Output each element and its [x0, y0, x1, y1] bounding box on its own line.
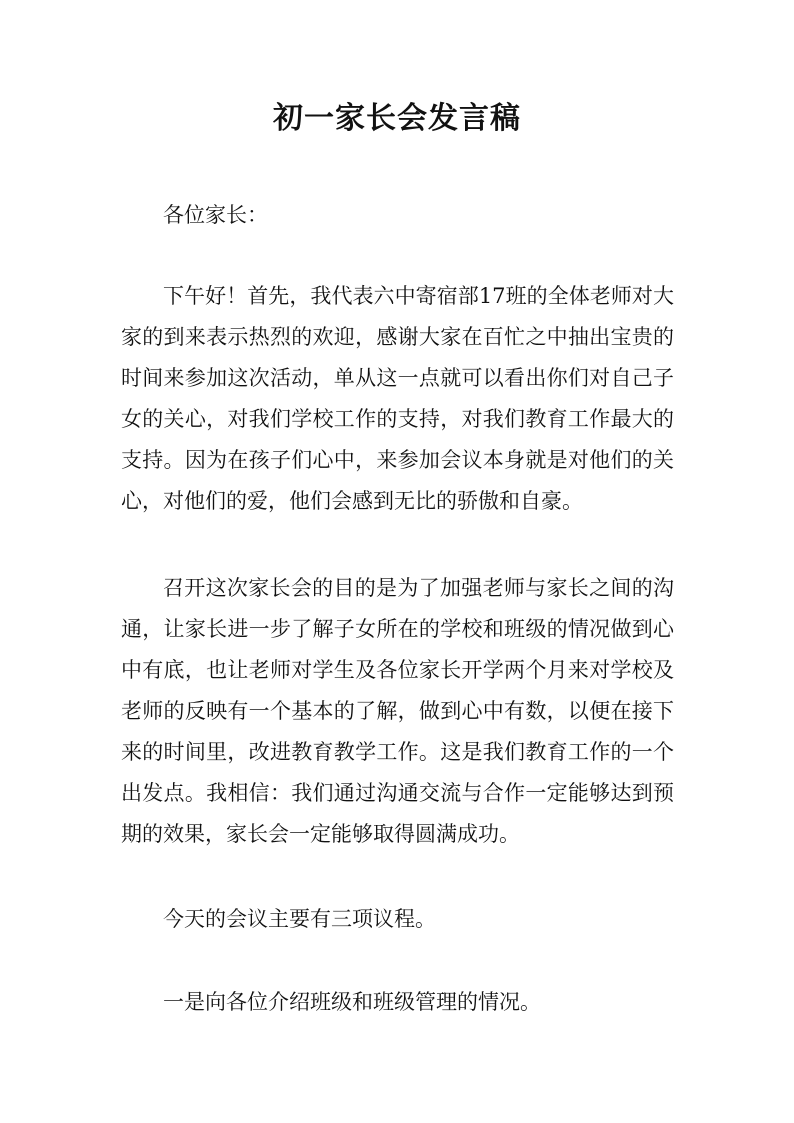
body-paragraph-welcome: 下午好！首先，我代表六中寄宿部17班的全体老师对大家的到来表示热烈的欢迎，感谢大家在百忙之中抽出宝贵的时间来参加这次活动，单从这一点就可以看出你们对自己子女的关心，对我们学校工作的支持，对我们教育工作最大的支持。因为在孩子们心中，来参加会议本身就是对他们的关心，对他们的爱，他们会感到无比的骄傲和自豪。 — [121, 284, 674, 513]
greeting-paragraph: 各位家长： — [163, 203, 268, 227]
body-paragraph-item-one: 一是向各位介绍班级和班级管理的情况。 — [163, 990, 541, 1014]
page-title: 初一家长会发言稿 — [273, 101, 521, 136]
body-paragraph-purpose: 召开这次家长会的目的是为了加强老师与家长之间的沟通，让家长进一步了解子女所在的学校和班级的情况做到心中有底，也让老师对学生及各位家长开学两个月来对学校及老师的反映有一个基本的了解，做到心中有数，以便在接下来的时间里，改进教育教学工作。这是我们教育工作的一个出发点。我相信：我们通过沟通交流与合作一定能够达到预期的效果，家长会一定能够取得圆满成功。 — [121, 576, 674, 846]
body-paragraph-agenda: 今天的会议主要有三项议程。 — [163, 907, 436, 931]
